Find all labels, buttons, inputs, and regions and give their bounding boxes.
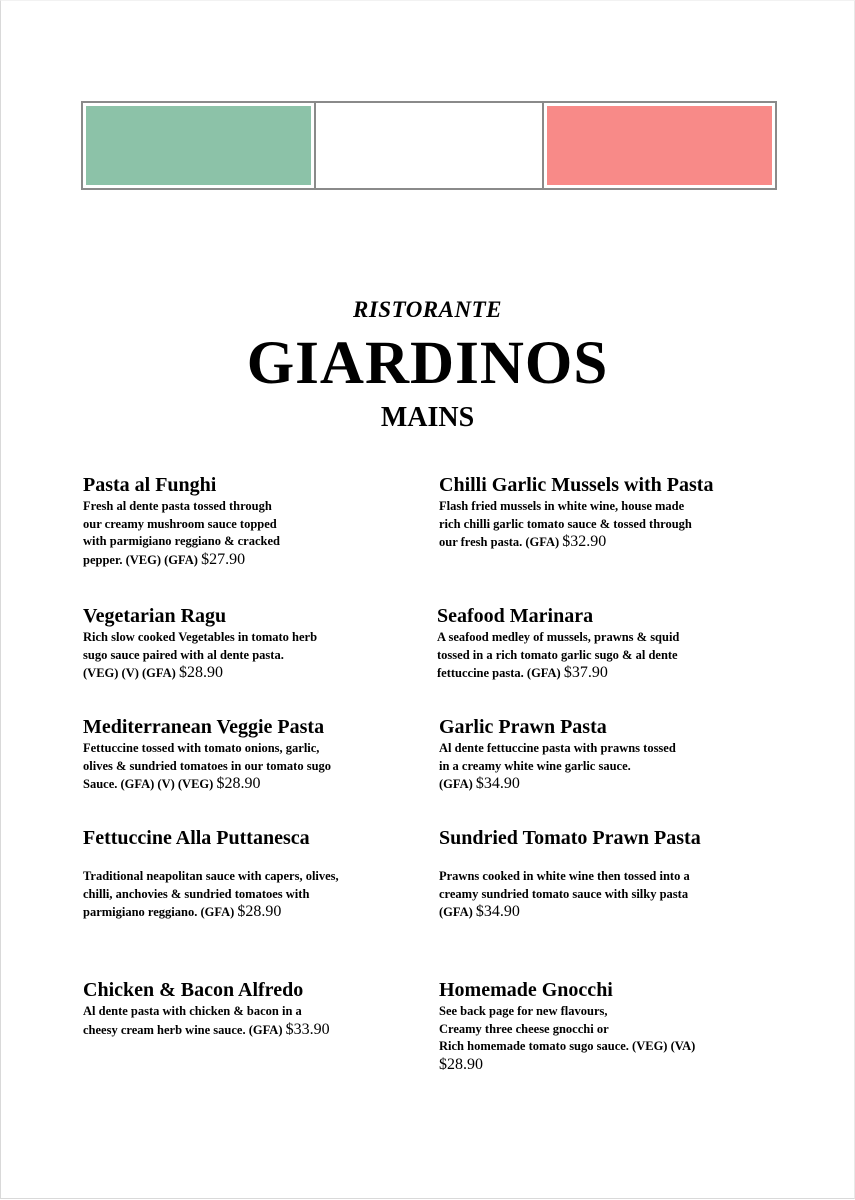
menu-item-desc-text: Al dente pasta with chicken & bacon in a cheesy cream herb wine sauce. (GFA) — [83, 1004, 302, 1037]
flag-band-white — [314, 103, 543, 188]
menu-item-price: $33.90 — [285, 1020, 330, 1038]
menu-item — [437, 603, 777, 683]
menu-item-desc-text: Traditional neapolitan sauce with capers, olives, chilli, anchovies & sundried tomatoes with parmigiano reggiano. (GFA) — [83, 869, 339, 919]
menu-item-desc-text: Al dente fettuccine pasta with prawns tossed in a creamy white wine garlic sauce. (GFA) — [439, 741, 676, 791]
menu-item-price: $34.90 — [475, 903, 520, 920]
restaurant-title: GIARDINOS — [246, 330, 609, 397]
menu-item-description — [439, 740, 779, 794]
menu-item-desc-text: Rich slow cooked Vegetables in tomato herb sugo sauce paired with al dente pasta. (VEG) (V) (GFA) — [83, 630, 318, 680]
menu-item-desc-text: Flash fried mussels in white wine, house made rich chilli garlic tomato sauce & tossed through our fresh pasta. (GFA) — [439, 499, 692, 549]
menu-item-desc-text: A seafood medley of mussels, prawns & squid tossed in a rich tomato garlic sugo & al dente fettuccine pasta. (GFA) — [437, 630, 680, 680]
menu-item-name: Sundried Tomato Prawn Pasta — [439, 827, 701, 849]
menu-item-desc-text: Fettuccine tossed with tomato onions, garlic, olives & sundried tomatoes in our tomato sugo Sauce. (GFA) (V) (VEG) — [83, 741, 332, 791]
menu-item-description — [439, 868, 779, 922]
menu-item — [439, 825, 779, 922]
menu-item-name: Homemade Gnocchi — [439, 979, 613, 1001]
menu-item-price: $37.90 — [563, 664, 608, 681]
menu-item-desc-text: See back page for new flavours, Creamy three cheese gnocchi or Rich homemade tomato sugo sauce. (VEG) (VA) — [439, 1004, 696, 1053]
menu-item-price: $28.90 — [439, 1055, 483, 1073]
menu-item — [83, 714, 413, 794]
menu-item-price: $34.90 — [475, 775, 520, 792]
menu-item-description — [439, 498, 779, 552]
menu-item-price: $27.90 — [201, 550, 246, 568]
menu-item-name: Seafood Marinara — [437, 605, 594, 627]
menu-item — [83, 603, 413, 683]
menu-item — [439, 977, 779, 1074]
menu-item-description — [83, 629, 413, 683]
menu-item-name: Mediterranean Veggie Pasta — [83, 716, 325, 738]
menu-item-price: $28.90 — [178, 664, 223, 681]
menu-item-name: Pasta al Funghi — [83, 474, 217, 496]
menu-item-desc-text: Fresh al dente pasta tossed through our creamy mushroom sauce topped with parmigiano reggiano & cracked pepper. (VEG) (GFA) — [83, 499, 280, 567]
menu-item — [439, 714, 779, 794]
menu-item — [83, 977, 413, 1039]
menu-item — [439, 472, 779, 552]
flag-band-red — [544, 103, 775, 188]
menu-item-name: Chilli Garlic Mussels with Pasta — [439, 474, 714, 496]
restaurant-kicker: RISTORANTE — [352, 297, 502, 322]
menu-item-description — [437, 629, 777, 683]
menu-item-name: Fettuccine Alla Puttanesca — [83, 827, 310, 849]
menu-item-description — [83, 868, 413, 922]
menu-item-price: $28.90 — [216, 775, 261, 792]
menu-item-description — [439, 1003, 779, 1074]
menu-item-price: $32.90 — [562, 533, 607, 550]
menu-item-name: Garlic Prawn Pasta — [439, 716, 607, 738]
italian-flag-banner — [81, 101, 777, 190]
menu-item — [83, 472, 413, 569]
menu-item — [83, 825, 413, 922]
menu-item-price: $28.90 — [237, 903, 282, 920]
menu-item-description — [83, 1003, 413, 1039]
menu-item-name: Chicken & Bacon Alfredo — [83, 979, 304, 1001]
menu-item-name: Vegetarian Ragu — [83, 605, 227, 627]
menu-section-title: MAINS — [380, 402, 475, 433]
menu-item-description — [83, 498, 413, 569]
flag-band-green — [83, 103, 314, 188]
menu-item-desc-text: Prawns cooked in white wine then tossed into a creamy sundried tomato sauce with silky pasta (GFA) — [439, 869, 690, 919]
menu-item-description — [83, 740, 413, 794]
